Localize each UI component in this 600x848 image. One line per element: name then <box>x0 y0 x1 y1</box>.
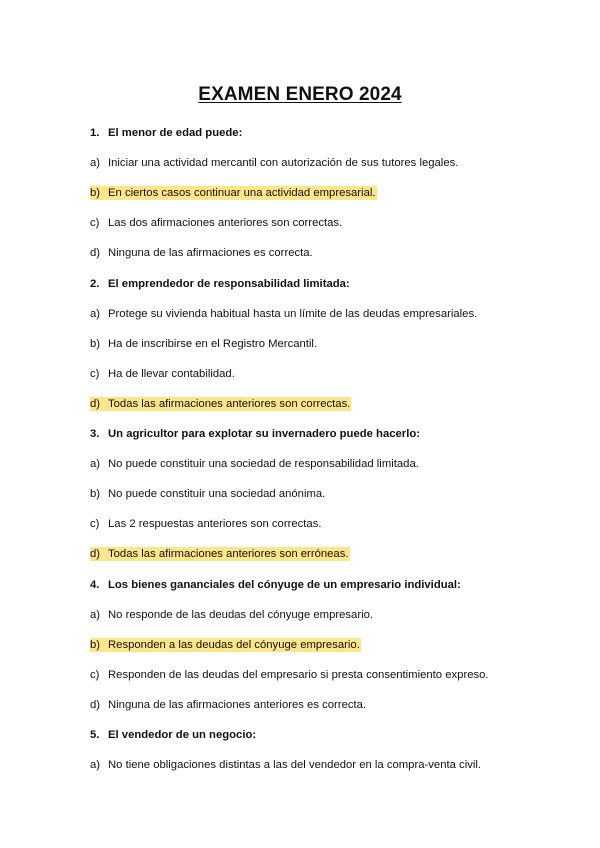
highlighted-answer <box>90 638 361 652</box>
answer-option <box>90 397 351 412</box>
answer-option <box>90 367 235 382</box>
option-letter: a) <box>90 307 101 320</box>
question-heading <box>90 277 350 292</box>
option-letter: d) <box>90 548 101 561</box>
option-text: Responden de las deudas del empresario si presta consentimiento expreso. <box>108 668 489 681</box>
answer-content <box>90 157 458 169</box>
question-number: 4. <box>90 578 100 591</box>
option-text: Ha de llevar contabilidad. <box>108 367 235 380</box>
option-letter: d) <box>90 397 101 410</box>
option-letter: a) <box>90 157 101 170</box>
option-letter: b) <box>90 638 101 651</box>
highlighted-answer <box>90 547 350 561</box>
question-heading <box>90 578 461 593</box>
answer-content <box>90 308 477 320</box>
answer-option <box>90 216 342 231</box>
option-text: Ninguna de las afirmaciones anteriores es correcta. <box>108 698 367 711</box>
question-text: El emprendedor de responsabilidad limitada: <box>108 277 350 290</box>
option-text: No puede constituir una sociedad de responsabilidad limitada. <box>108 458 419 471</box>
option-letter: a) <box>90 759 101 772</box>
option-text: Ha de inscribirse en el Registro Mercantil. <box>108 337 318 350</box>
option-text: Todas las afirmaciones anteriores son erróneas. <box>108 548 349 561</box>
answer-content <box>90 247 313 259</box>
question-text: El menor de edad puede: <box>108 127 243 139</box>
option-letter: a) <box>90 458 101 471</box>
answer-option <box>90 608 373 623</box>
answer-content <box>90 488 325 500</box>
highlighted-answer <box>90 397 351 411</box>
option-letter: c) <box>90 367 100 380</box>
answer-content <box>90 518 322 530</box>
question-text: Los bienes gananciales del cónyuge de un empresario individual: <box>108 578 461 591</box>
option-letter: d) <box>90 247 101 260</box>
answer-option <box>90 246 313 261</box>
option-letter: c) <box>90 518 100 531</box>
question-number: 1. <box>90 127 100 139</box>
question-heading <box>90 427 420 442</box>
answer-content <box>90 217 342 229</box>
answer-content <box>90 699 366 711</box>
question-text: Un agricultor para explotar su invernadero puede hacerlo: <box>108 428 420 440</box>
answer-option <box>90 337 317 352</box>
question-number: 2. <box>90 277 100 290</box>
option-text: Protege su vivienda habitual hasta un límite de las deudas empresariales. <box>108 307 478 320</box>
option-text: Iniciar una actividad mercantil con autorización de sus tutores legales. <box>108 157 459 170</box>
answer-option <box>90 517 322 532</box>
highlighted-answer <box>90 186 377 200</box>
option-text: Todas las afirmaciones anteriores son correctas. <box>108 397 351 410</box>
answer-option <box>90 487 325 502</box>
answer-option <box>90 186 377 201</box>
answer-option <box>90 758 481 773</box>
option-text: No tiene obligaciones distintas a las del vendedor en la compra-venta civil. <box>108 759 482 772</box>
option-letter: a) <box>90 608 101 621</box>
option-text: Las dos afirmaciones anteriores son correctas. <box>108 217 343 230</box>
option-text: No responde de las deudas del cónyuge empresario. <box>108 608 374 621</box>
question-number: 3. <box>90 428 100 440</box>
question-heading <box>90 728 256 743</box>
answer-content <box>90 669 489 681</box>
answer-option <box>90 698 366 713</box>
option-text: Ninguna de las afirmaciones es correcta. <box>108 247 313 260</box>
option-text: Las 2 respuestas anteriores son correctas. <box>108 518 322 531</box>
question-text: El vendedor de un negocio: <box>108 729 257 741</box>
option-letter: d) <box>90 698 101 711</box>
option-letter: b) <box>90 488 101 501</box>
answer-content <box>90 759 481 771</box>
question-heading <box>90 126 242 141</box>
answer-option <box>90 156 458 171</box>
answer-option <box>90 457 419 472</box>
answer-content <box>90 338 317 350</box>
answer-option <box>90 668 489 683</box>
answer-content <box>90 368 235 380</box>
answer-content <box>90 458 419 470</box>
option-letter: c) <box>90 217 100 230</box>
option-text: Responden a las deudas del cónyuge empresario. <box>108 638 360 651</box>
option-letter: b) <box>90 187 101 200</box>
option-text: No puede constituir una sociedad anónima. <box>108 488 326 501</box>
answer-option <box>90 547 350 562</box>
question-number: 5. <box>90 729 100 741</box>
option-letter: b) <box>90 337 101 350</box>
option-letter: c) <box>90 668 100 681</box>
page-title: EXAMEN ENERO 2024 <box>198 84 402 105</box>
answer-option <box>90 638 361 653</box>
option-text: En ciertos casos continuar una actividad empresarial. <box>108 187 376 200</box>
answer-option <box>90 307 477 322</box>
answer-content <box>90 609 373 621</box>
